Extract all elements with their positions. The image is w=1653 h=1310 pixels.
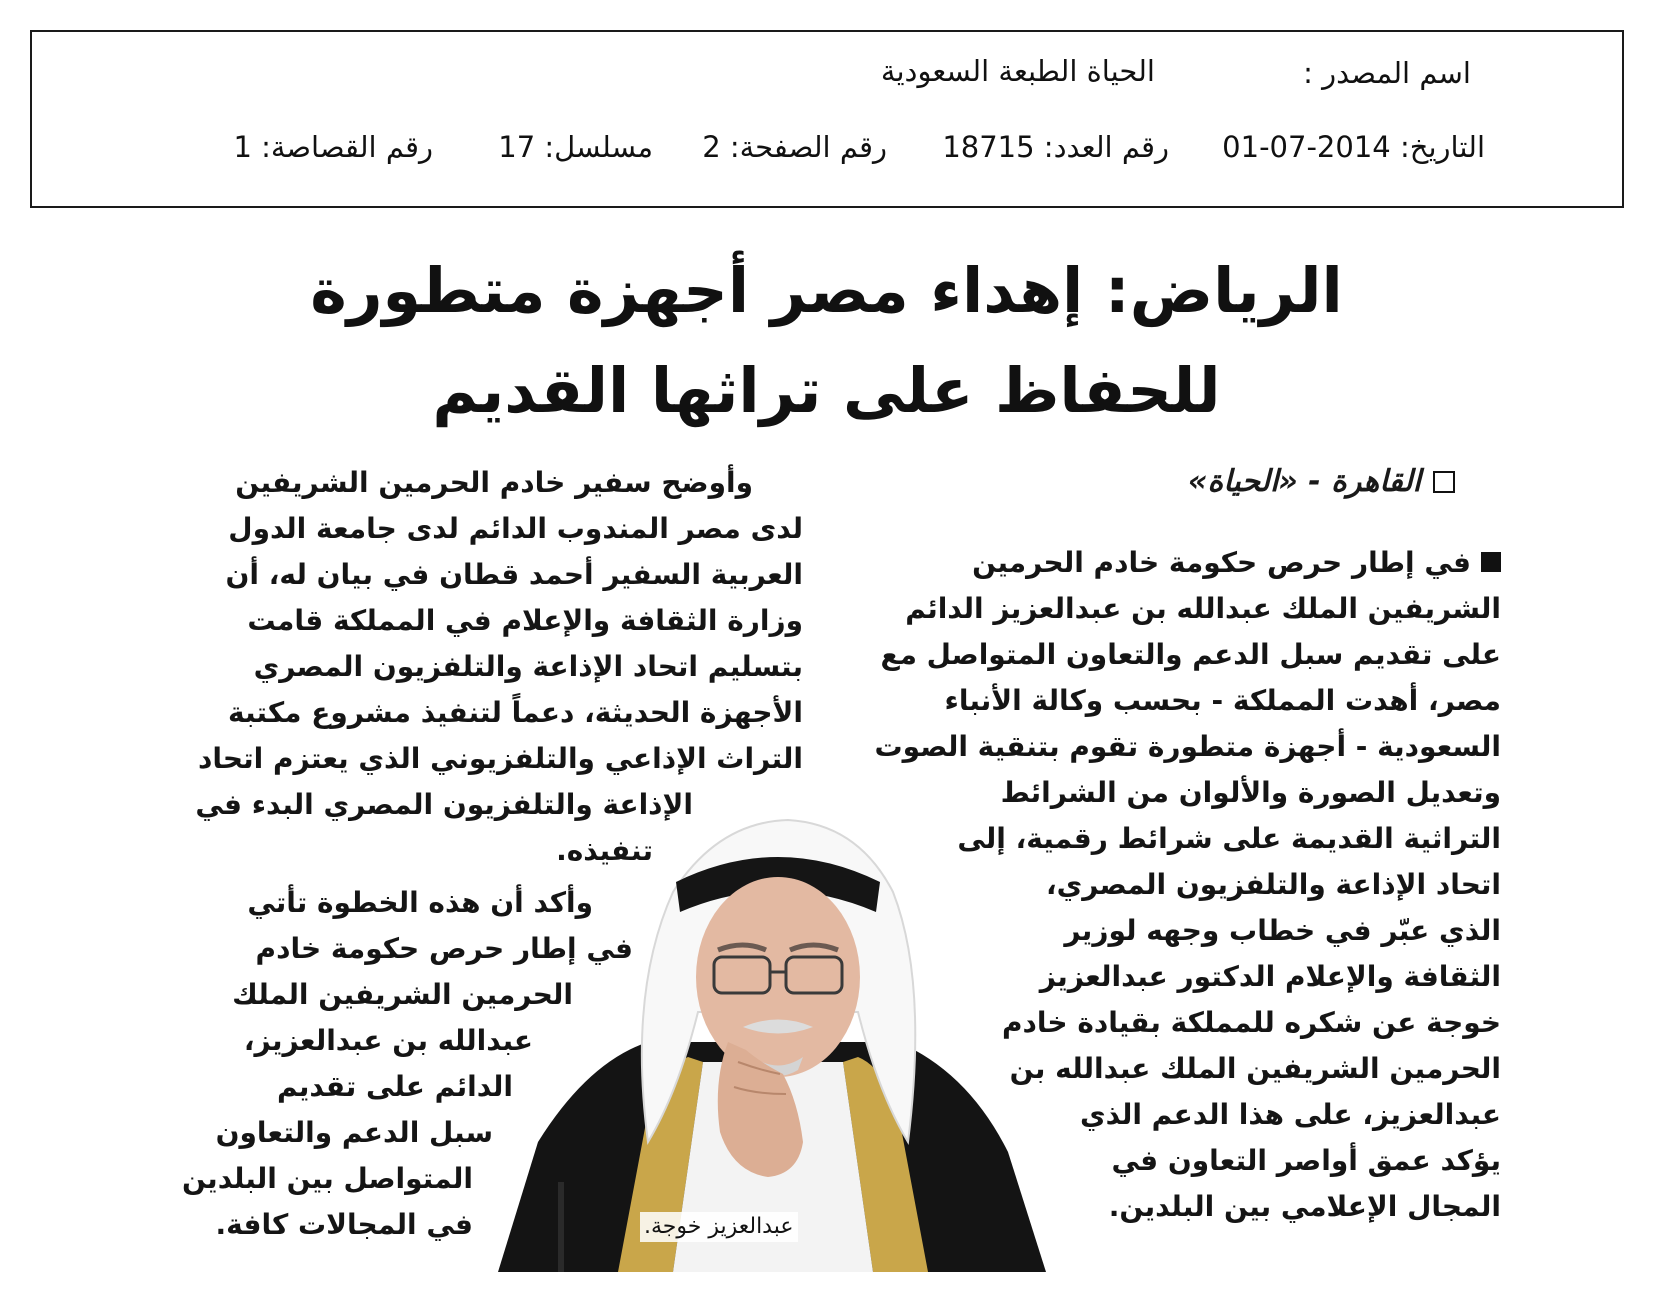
page-number: رقم الصفحة: 2 — [702, 130, 887, 164]
clip-number: رقم القصاصة: 1 — [233, 130, 433, 164]
source-label: اسم المصدر : — [1303, 56, 1471, 90]
article-line: الدائم على تقديم — [276, 1070, 513, 1103]
article-line: عبدالله بن عبدالعزيز، — [243, 1024, 533, 1057]
article-line: بتسليم اتحاد الإذاعة والتلفزيون المصري — [253, 650, 803, 683]
photo-caption: عبدالعزيز خوجة. — [640, 1212, 798, 1242]
article-line: العربية السفير أحمد قطان في بيان له، أن — [225, 558, 803, 591]
article-line: السعودية - أجهزة متطورة تقوم بتنقية الصوت — [874, 730, 1501, 763]
article-line: عبدالعزيز، على هذا الدعم الذي — [1079, 1098, 1501, 1131]
article-line: الشريفين الملك عبدالله بن عبدالعزيز الدائم — [905, 592, 1501, 625]
article-line: المتواصل بين البلدين — [181, 1162, 473, 1195]
date-field: التاريخ: 2014-07-01 — [1222, 130, 1485, 164]
article-line: اتحاد الإذاعة والتلفزيون المصري، — [1045, 868, 1501, 901]
dateline — [1188, 462, 1455, 502]
headline-line-2: للحفاظ على تراثها القديم — [432, 354, 1221, 427]
article-line: مصر، أهدت المملكة - بحسب وكالة الأنباء — [944, 684, 1501, 717]
article-line: وأوضح سفير خادم الحرمين الشريفين — [235, 466, 753, 499]
article-line: التراث الإذاعي والتلفزيوني الذي يعتزم اتحاد — [198, 742, 803, 775]
portrait-photo — [498, 812, 1046, 1272]
article-line: الثقافة والإعلام الدكتور عبدالعزيز — [1039, 960, 1501, 993]
filled-square-bullet-icon — [1481, 552, 1501, 572]
article-line: في إطار حرص حكومة خادم — [255, 932, 633, 965]
article-line: التراثية القديمة على شرائط رقمية، إلى — [957, 822, 1501, 855]
article-line: وأكد أن هذه الخطوة تأتي — [247, 886, 593, 919]
article-line: الحرمين الشريفين الملك — [232, 978, 573, 1011]
article-line: الإذاعة والتلفزيون المصري البدء في — [195, 788, 693, 821]
article-line: لدى مصر المندوب الدائم لدى جامعة الدول — [228, 512, 803, 545]
serial-number: مسلسل: 17 — [498, 130, 653, 164]
article-line: وزارة الثقافة والإعلام في المملكة قامت — [247, 604, 803, 637]
article-line: الأجهزة الحديثة، دعماً لتنفيذ مشروع مكتبة — [228, 696, 803, 729]
article-line: على تقديم سبل الدعم والتعاون المتواصل مع — [880, 638, 1501, 671]
source-name: الحياة الطبعة السعودية — [880, 54, 1155, 88]
article-line: المجال الإعلامي بين البلدين. — [1108, 1190, 1501, 1223]
article-line: الحرمين الشريفين الملك عبدالله بن — [1009, 1052, 1501, 1085]
article-line: سبل الدعم والتعاون — [215, 1116, 493, 1149]
article-line: في إطار حرص حكومة خادم الحرمين — [972, 540, 1501, 586]
article-line: في المجالات كافة. — [215, 1208, 473, 1241]
issue-number: رقم العدد: 18715 — [942, 130, 1169, 164]
headline-line-1: الرياض: إهداء مصر أجهزة متطورة — [310, 254, 1343, 327]
portrait-illustration — [498, 812, 1046, 1272]
article-line: تنفيذه. — [556, 834, 653, 867]
box-bullet-icon — [1433, 471, 1455, 493]
article-line: يؤكد عمق أواصر التعاون في — [1111, 1144, 1501, 1177]
article-line: وتعديل الصورة والألوان من الشرائط — [1000, 776, 1501, 809]
article-line: الذي عبّر في خطاب وجهه لوزير — [1064, 914, 1501, 947]
dateline-text: القاهرة - «الحياة» — [1188, 464, 1421, 499]
article-line: خوجة عن شكره للمملكة بقيادة خادم — [1002, 1006, 1501, 1039]
